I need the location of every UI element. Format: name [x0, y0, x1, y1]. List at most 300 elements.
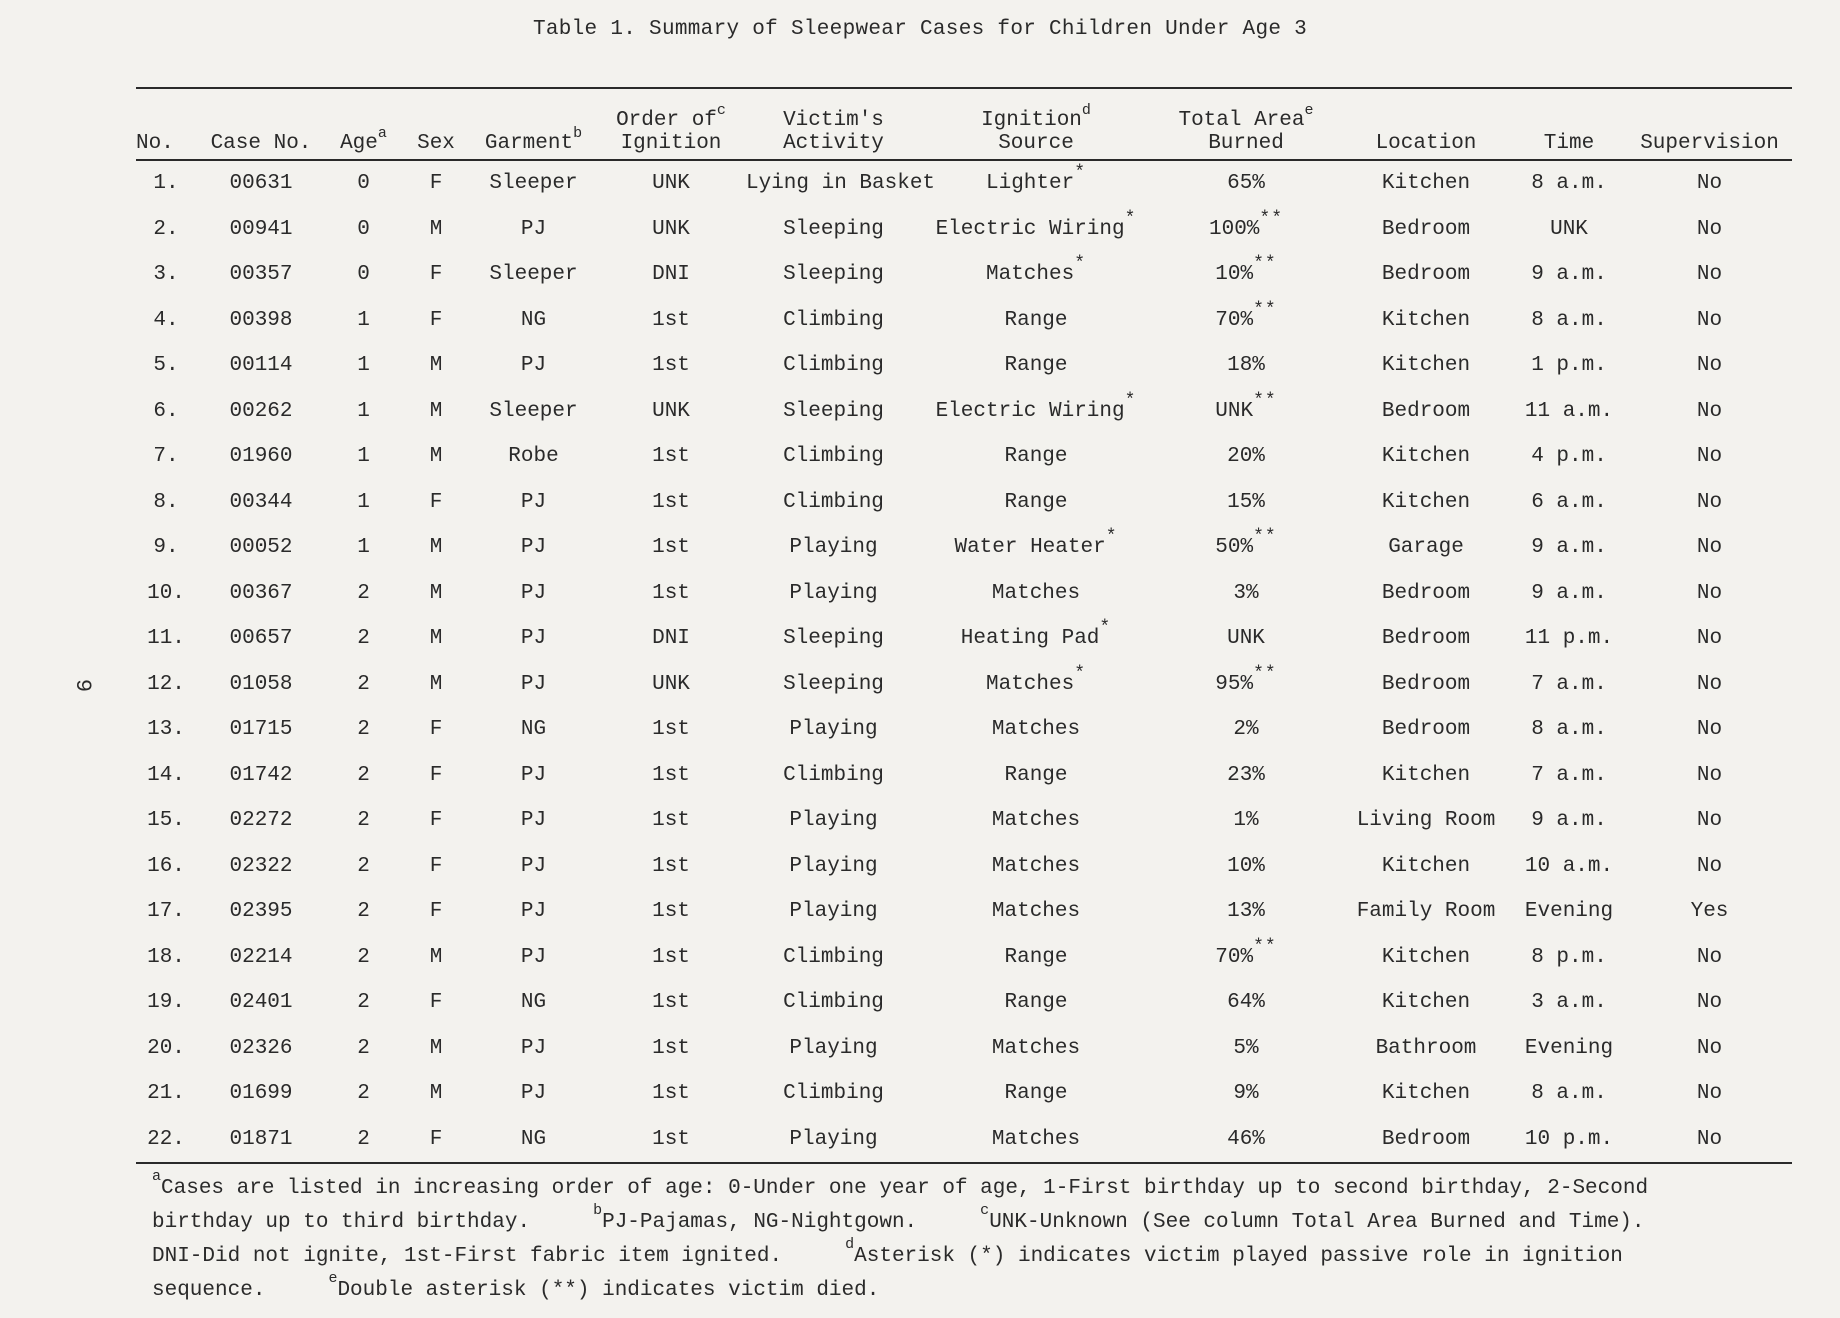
cell-no: 13. — [147, 718, 185, 742]
cell-age: 1 — [357, 536, 370, 560]
table-row — [136, 160, 1792, 207]
cell-no: 4. — [153, 308, 179, 332]
cell-sex: M — [429, 945, 443, 969]
cell-victim-activity: Climbing — [783, 1082, 884, 1106]
header-time: Time — [1511, 88, 1627, 160]
cell-victim-activity: Sleeping — [783, 263, 884, 287]
cell-order-of-ignition: 1st — [652, 900, 690, 924]
cell-ignition-source: Water Heater* — [954, 527, 1118, 560]
cell-total-area-burned: 10%** — [1215, 254, 1277, 287]
cell-ignition-source: Range — [1004, 945, 1068, 969]
cell-no: 7. — [153, 445, 179, 469]
cell-time: 10 p.m. — [1511, 1117, 1627, 1164]
footnotes — [152, 1168, 1802, 1308]
passive-role-asterisk: * — [1099, 618, 1112, 639]
cell-time: 8 p.m. — [1531, 945, 1607, 969]
cell-order-of-ignition: 1st — [652, 536, 690, 560]
cell-victim-activity: Playing — [789, 900, 878, 924]
cell-age: 2 — [357, 900, 370, 924]
cell-order-of-ignition: 1st — [652, 581, 690, 605]
cell-location: Kitchen — [1381, 854, 1471, 878]
footnote-line-2: birthday up to third birthday. $^b$PJ-Pajamas, NG-Nightgown. $^c$UNK-Unknown (See column Total Area Burned and Time). — [152, 1202, 1645, 1234]
cell-case-no: 01699 — [229, 1082, 293, 1106]
cell-sex: M — [429, 445, 443, 469]
table-row — [136, 662, 1792, 708]
cell-no: 8. — [153, 490, 179, 514]
cell-sex: M — [429, 354, 443, 378]
cell-supervision: No — [1696, 627, 1723, 651]
cell-garment: NG — [471, 1117, 596, 1164]
cell-time: 9 a.m. — [1531, 536, 1607, 560]
victim-died-asterisk: ** — [1253, 390, 1277, 411]
cell-order-of-ignition: UNK — [652, 399, 690, 423]
cell-victim-activity: Playing — [789, 536, 878, 560]
cell-garment: PJ — [520, 854, 547, 878]
cell-time: Evening — [1524, 900, 1614, 924]
cell-age: 2 — [357, 718, 370, 742]
cell-ignition-source: Range — [1004, 354, 1068, 378]
table-row — [136, 798, 1792, 844]
cell-sex: F — [429, 763, 443, 787]
cell-sex: F — [429, 809, 443, 833]
cell-garment: PJ — [520, 672, 547, 696]
cell-ignition-source: Matches — [991, 900, 1081, 924]
table-row — [136, 844, 1792, 890]
cell-age: 2 — [357, 809, 370, 833]
table-row — [136, 434, 1792, 480]
table-header — [136, 88, 1792, 160]
cell-order-of-ignition: DNI — [652, 627, 690, 651]
cell-location: Bedroom — [1341, 1117, 1511, 1164]
cell-location: Garage — [1388, 536, 1464, 560]
cell-victim-activity: Sleeping — [783, 217, 884, 241]
cell-total-area-burned: 10% — [1227, 854, 1265, 878]
cell-case-no: 02395 — [229, 900, 293, 924]
table-row — [136, 571, 1792, 617]
header-no: No. — [136, 88, 196, 160]
cell-sex: M — [429, 627, 443, 651]
cell-supervision: No — [1696, 945, 1723, 969]
cell-case-no: 01960 — [229, 445, 293, 469]
cell-victim-activity: Playing — [789, 809, 878, 833]
footnote-line-1: $^a$Cases are listed in increasing order of age: 0-Under one year of age, 1-First birthday up to second birthday, 2-Second — [152, 1168, 1649, 1200]
cell-time: UNK — [1550, 217, 1588, 241]
cell-ignition-source: Matches — [991, 854, 1081, 878]
cell-ignition-source: Matches — [991, 809, 1081, 833]
cell-garment: NG — [520, 991, 547, 1015]
cell-total-area-burned: 46% — [1151, 1117, 1341, 1164]
header-supervision: Supervision — [1627, 88, 1792, 160]
cell-victim-activity: Climbing — [783, 490, 884, 514]
cell-location: Kitchen — [1381, 1082, 1471, 1106]
cell-victim-activity: Lying in Basket — [746, 172, 936, 196]
cell-victim-activity: Climbing — [783, 945, 884, 969]
cell-location: Bedroom — [1381, 217, 1471, 241]
cell-total-area-burned: 18% — [1227, 354, 1265, 378]
cell-ignition-source: Range — [1004, 308, 1068, 332]
cell-case-no: 01871 — [196, 1117, 326, 1164]
cell-order-of-ignition: DNI — [652, 263, 690, 287]
cell-victim-activity: Climbing — [783, 445, 884, 469]
cell-case-no: 02272 — [229, 809, 293, 833]
cell-total-area-burned: 70%** — [1215, 936, 1277, 969]
cell-garment: PJ — [520, 536, 547, 560]
cell-location: Family Room — [1356, 900, 1496, 924]
cell-total-area-burned: 70%** — [1215, 299, 1277, 332]
cell-order-of-ignition: UNK — [652, 672, 690, 696]
footnote-marker-a: a — [377, 125, 387, 142]
cell-time: 9 a.m. — [1531, 809, 1607, 833]
table-row — [136, 1026, 1792, 1072]
cell-time: 8 a.m. — [1531, 718, 1607, 742]
cell-order-of-ignition: 1st — [652, 445, 690, 469]
cell-order-of-ignition: 1st — [596, 1117, 746, 1164]
cell-sex: M — [429, 399, 443, 423]
table-row — [136, 252, 1792, 298]
cell-age: 2 — [357, 763, 370, 787]
cell-garment: PJ — [520, 581, 547, 605]
cell-total-area-burned: 23% — [1227, 763, 1265, 787]
cell-location: Bedroom — [1381, 672, 1471, 696]
cell-case-no: 02322 — [229, 854, 293, 878]
cell-ignition-source: Range — [1004, 763, 1068, 787]
cell-case-no: 00262 — [229, 399, 293, 423]
footnote-marker-b: b — [573, 125, 583, 142]
cell-location: Kitchen — [1381, 945, 1471, 969]
cell-case-no: 00367 — [229, 581, 293, 605]
cell-garment: PJ — [520, 809, 547, 833]
passive-role-asterisk: * — [1074, 254, 1087, 275]
cell-order-of-ignition: 1st — [652, 718, 690, 742]
cell-victim-activity: Playing — [789, 581, 878, 605]
table-row — [136, 753, 1792, 799]
table-row — [136, 707, 1792, 753]
cell-supervision: No — [1696, 172, 1723, 196]
cell-ignition-source: Electric Wiring* — [935, 390, 1137, 423]
cell-garment: Sleeper — [489, 263, 578, 287]
cell-supervision: No — [1696, 263, 1723, 287]
victim-died-asterisk: ** — [1253, 254, 1277, 275]
header-age: Age$^a$ — [326, 88, 401, 160]
cell-total-area-burned: 20% — [1227, 445, 1265, 469]
cell-location: Bedroom — [1381, 263, 1471, 287]
cell-time: 7 a.m. — [1531, 763, 1607, 787]
cell-garment: NG — [520, 718, 547, 742]
cell-case-no: 00631 — [229, 172, 293, 196]
cell-case-no: 01742 — [229, 763, 293, 787]
cell-case-no: 02214 — [229, 945, 293, 969]
cell-age: 0 — [357, 217, 370, 241]
passive-role-asterisk: * — [1124, 390, 1137, 411]
cell-time: 11 a.m. — [1524, 399, 1614, 423]
cell-order-of-ignition: 1st — [652, 308, 690, 332]
passive-role-asterisk: * — [1105, 527, 1118, 548]
passive-role-asterisk: * — [1124, 208, 1137, 229]
cell-ignition-source: Range — [1004, 445, 1068, 469]
cell-total-area-burned: UNK — [1227, 627, 1265, 651]
header-ignition-source: Ignition$^d$ Source — [921, 88, 1151, 160]
cell-supervision: No — [1696, 308, 1723, 332]
cell-no: 10. — [147, 581, 185, 605]
cell-no: 17. — [147, 900, 185, 924]
cell-total-area-burned: 100%** — [1208, 208, 1284, 241]
cell-supervision: No — [1696, 718, 1723, 742]
cell-age: 1 — [357, 399, 370, 423]
cell-ignition-source: Matches — [921, 1117, 1151, 1164]
cell-no: 5. — [153, 354, 179, 378]
cell-total-area-burned: 64% — [1227, 991, 1265, 1015]
cell-garment: PJ — [520, 763, 547, 787]
table-row — [136, 525, 1792, 571]
cell-sex: M — [429, 581, 443, 605]
cell-ignition-source: Lighter* — [985, 163, 1087, 196]
cell-time: 10 a.m. — [1524, 854, 1614, 878]
cell-victim-activity: Climbing — [783, 308, 884, 332]
cell-ignition-source: Matches* — [985, 254, 1087, 287]
passive-role-asterisk: * — [1074, 163, 1087, 184]
cell-case-no: 00357 — [229, 263, 293, 287]
cell-ignition-source: Range — [1004, 490, 1068, 514]
cell-age: 2 — [357, 854, 370, 878]
cell-no: 21. — [147, 1082, 185, 1106]
cell-ignition-source: Range — [1004, 991, 1068, 1015]
cell-no: 16. — [147, 854, 185, 878]
cell-ignition-source: Matches* — [985, 663, 1087, 696]
cell-garment: PJ — [520, 354, 547, 378]
cell-case-no: 00657 — [229, 627, 293, 651]
cell-time: 1 p.m. — [1531, 354, 1607, 378]
cell-garment: PJ — [520, 945, 547, 969]
cell-total-area-burned: UNK** — [1215, 390, 1277, 423]
header-case-no: Case No. — [196, 88, 326, 160]
cell-time: 4 p.m. — [1531, 445, 1607, 469]
cell-victim-activity: Sleeping — [783, 399, 884, 423]
table-row — [136, 343, 1792, 389]
cell-victim-activity: Climbing — [783, 354, 884, 378]
table-row — [136, 480, 1792, 526]
cell-supervision: No — [1696, 1036, 1723, 1060]
cell-case-no: 00052 — [229, 536, 293, 560]
cell-garment: Sleeper — [489, 172, 578, 196]
cell-time: 8 a.m. — [1531, 1082, 1607, 1106]
cell-total-area-burned: 50%** — [1215, 527, 1277, 560]
cell-supervision: No — [1696, 217, 1723, 241]
cell-time: 9 a.m. — [1531, 263, 1607, 287]
cell-case-no: 01058 — [229, 672, 293, 696]
cell-time: 7 a.m. — [1531, 672, 1607, 696]
cell-ignition-source: Matches — [991, 581, 1081, 605]
cell-location: Kitchen — [1381, 991, 1471, 1015]
victim-died-asterisk: ** — [1253, 299, 1277, 320]
cell-no: 20. — [147, 1036, 185, 1060]
cell-age: 2 — [357, 991, 370, 1015]
cell-no: 12. — [147, 672, 185, 696]
cell-order-of-ignition: 1st — [652, 1082, 690, 1106]
cell-age: 2 — [357, 945, 370, 969]
cell-time: 8 a.m. — [1531, 308, 1607, 332]
footnote-marker-c: c — [716, 102, 726, 119]
cell-victim-activity: Sleeping — [783, 672, 884, 696]
cell-total-area-burned: 1% — [1233, 809, 1259, 833]
cell-supervision: No — [1696, 490, 1723, 514]
cell-sex: F — [429, 490, 443, 514]
cell-supervision: No — [1627, 1117, 1792, 1164]
cell-sex: F — [401, 1117, 471, 1164]
cell-total-area-burned: 15% — [1227, 490, 1265, 514]
cell-sex: F — [429, 718, 443, 742]
cell-age: 2 — [357, 581, 370, 605]
cell-victim-activity: Climbing — [783, 763, 884, 787]
cell-supervision: No — [1696, 991, 1723, 1015]
cell-total-area-burned: 3% — [1233, 581, 1259, 605]
cell-case-no: 00941 — [229, 217, 293, 241]
cell-sex: F — [429, 308, 443, 332]
cell-no: 2. — [153, 217, 179, 241]
cell-victim-activity: Playing — [746, 1117, 921, 1164]
cell-sex: M — [429, 217, 443, 241]
cell-total-area-burned: 9% — [1233, 1082, 1259, 1106]
cell-no: 11. — [147, 627, 185, 651]
cell-sex: M — [429, 1036, 443, 1060]
cell-supervision: No — [1696, 854, 1723, 878]
cell-age: 2 — [357, 1082, 370, 1106]
cell-order-of-ignition: 1st — [652, 763, 690, 787]
cell-no: 6. — [153, 399, 179, 423]
cell-garment: PJ — [520, 627, 547, 651]
cell-order-of-ignition: UNK — [652, 172, 690, 196]
cell-total-area-burned: 95%** — [1215, 663, 1277, 696]
cell-ignition-source: Matches — [991, 718, 1081, 742]
header-location: Location — [1341, 88, 1511, 160]
cell-sex: M — [429, 536, 443, 560]
cell-no: 14. — [147, 763, 185, 787]
cell-victim-activity: Climbing — [783, 991, 884, 1015]
cell-time: 6 a.m. — [1531, 490, 1607, 514]
cell-garment: NG — [520, 308, 547, 332]
cell-garment: PJ — [520, 490, 547, 514]
cell-supervision: No — [1696, 763, 1723, 787]
cell-order-of-ignition: 1st — [652, 809, 690, 833]
footnote-marker-e: e — [1304, 102, 1314, 119]
cell-victim-activity: Sleeping — [783, 627, 884, 651]
cell-supervision: No — [1696, 445, 1723, 469]
cell-order-of-ignition: UNK — [652, 217, 690, 241]
cell-case-no: 02326 — [229, 1036, 293, 1060]
cell-garment: PJ — [520, 1082, 547, 1106]
cell-location: Bedroom — [1381, 581, 1471, 605]
cell-location: Kitchen — [1381, 308, 1471, 332]
cell-supervision: No — [1696, 581, 1723, 605]
cell-total-area-burned: 5% — [1233, 1036, 1259, 1060]
cell-no: 15. — [147, 809, 185, 833]
cell-sex: F — [429, 263, 443, 287]
cell-ignition-source: Range — [1004, 1082, 1068, 1106]
cell-total-area-burned: 65% — [1227, 172, 1265, 196]
cell-supervision: No — [1696, 1082, 1723, 1106]
cell-location: Kitchen — [1381, 172, 1471, 196]
cell-order-of-ignition: 1st — [652, 854, 690, 878]
cell-sex: F — [429, 854, 443, 878]
cell-age: 2 — [357, 627, 370, 651]
cell-case-no: 00344 — [229, 490, 293, 514]
cell-order-of-ignition: 1st — [652, 991, 690, 1015]
cell-supervision: No — [1696, 672, 1723, 696]
cell-location: Bedroom — [1381, 718, 1471, 742]
cell-garment: PJ — [520, 1036, 547, 1060]
table-row — [136, 207, 1792, 253]
cell-location: Bathroom — [1375, 1036, 1477, 1060]
cell-sex: F — [429, 900, 443, 924]
cell-victim-activity: Playing — [789, 1036, 878, 1060]
sleepwear-cases-table — [136, 87, 1792, 1164]
cell-no: 22. — [136, 1117, 196, 1164]
cell-no: 19. — [147, 991, 185, 1015]
cell-age: 1 — [357, 308, 370, 332]
table-row — [136, 1071, 1792, 1117]
cell-age: 1 — [357, 354, 370, 378]
header-order-of-ignition: Order $of^c$ Ignition — [596, 88, 746, 160]
cell-location: Living Room — [1356, 809, 1496, 833]
cell-location: Bedroom — [1381, 627, 1471, 651]
cell-supervision: Yes — [1690, 900, 1729, 924]
cell-age: 2 — [357, 1036, 370, 1060]
cell-victim-activity: Playing — [789, 718, 878, 742]
cell-time: 8 a.m. — [1531, 172, 1607, 196]
cell-age: 2 — [357, 672, 370, 696]
cell-supervision: No — [1696, 399, 1723, 423]
table-row — [136, 980, 1792, 1026]
cell-garment: Sleeper — [489, 399, 578, 423]
cell-sex: M — [429, 1082, 443, 1106]
cell-time: 3 a.m. — [1531, 991, 1607, 1015]
table-title: Table 1. Summary of Sleepwear Cases for Children Under Age 3 — [532, 18, 1308, 41]
cell-age: 0 — [357, 263, 370, 287]
header-garment: Garment$^b$ — [471, 88, 596, 160]
cell-supervision: No — [1696, 354, 1723, 378]
victim-died-asterisk: ** — [1253, 527, 1277, 548]
cell-ignition-source: Matches — [991, 1036, 1081, 1060]
page-number: 9 — [70, 678, 96, 693]
cell-case-no: 00114 — [229, 354, 293, 378]
cell-ignition-source: Electric Wiring* — [935, 208, 1137, 241]
cell-sex: M — [429, 672, 443, 696]
cell-location: Kitchen — [1381, 490, 1471, 514]
cell-location: Kitchen — [1381, 354, 1471, 378]
table-body — [136, 160, 1792, 1163]
table-row — [136, 935, 1792, 981]
cell-sex: F — [429, 172, 443, 196]
cell-time: 9 a.m. — [1531, 581, 1607, 605]
table-row — [136, 389, 1792, 435]
cell-case-no: 00398 — [229, 308, 293, 332]
table-row — [136, 889, 1792, 935]
cell-garment: Robe — [508, 445, 559, 469]
footnote-marker-d: d — [1081, 102, 1091, 119]
passive-role-asterisk: * — [1074, 663, 1087, 684]
victim-died-asterisk: ** — [1259, 208, 1284, 229]
cell-supervision: No — [1696, 536, 1723, 560]
header-total-area-burned: Total Area$^e$ Burned — [1151, 88, 1341, 160]
header-sex: Sex — [401, 88, 471, 160]
cell-time: Evening — [1524, 1036, 1614, 1060]
cell-age: 1 — [357, 445, 370, 469]
cell-age: 2 — [326, 1117, 401, 1164]
cell-order-of-ignition: 1st — [652, 490, 690, 514]
cell-total-area-burned: 13% — [1227, 900, 1265, 924]
footnote-line-4: sequence. $^e$Double asterisk (**) indicates victim died. — [152, 1270, 880, 1302]
cell-sex: F — [429, 991, 443, 1015]
cell-order-of-ignition: 1st — [652, 945, 690, 969]
